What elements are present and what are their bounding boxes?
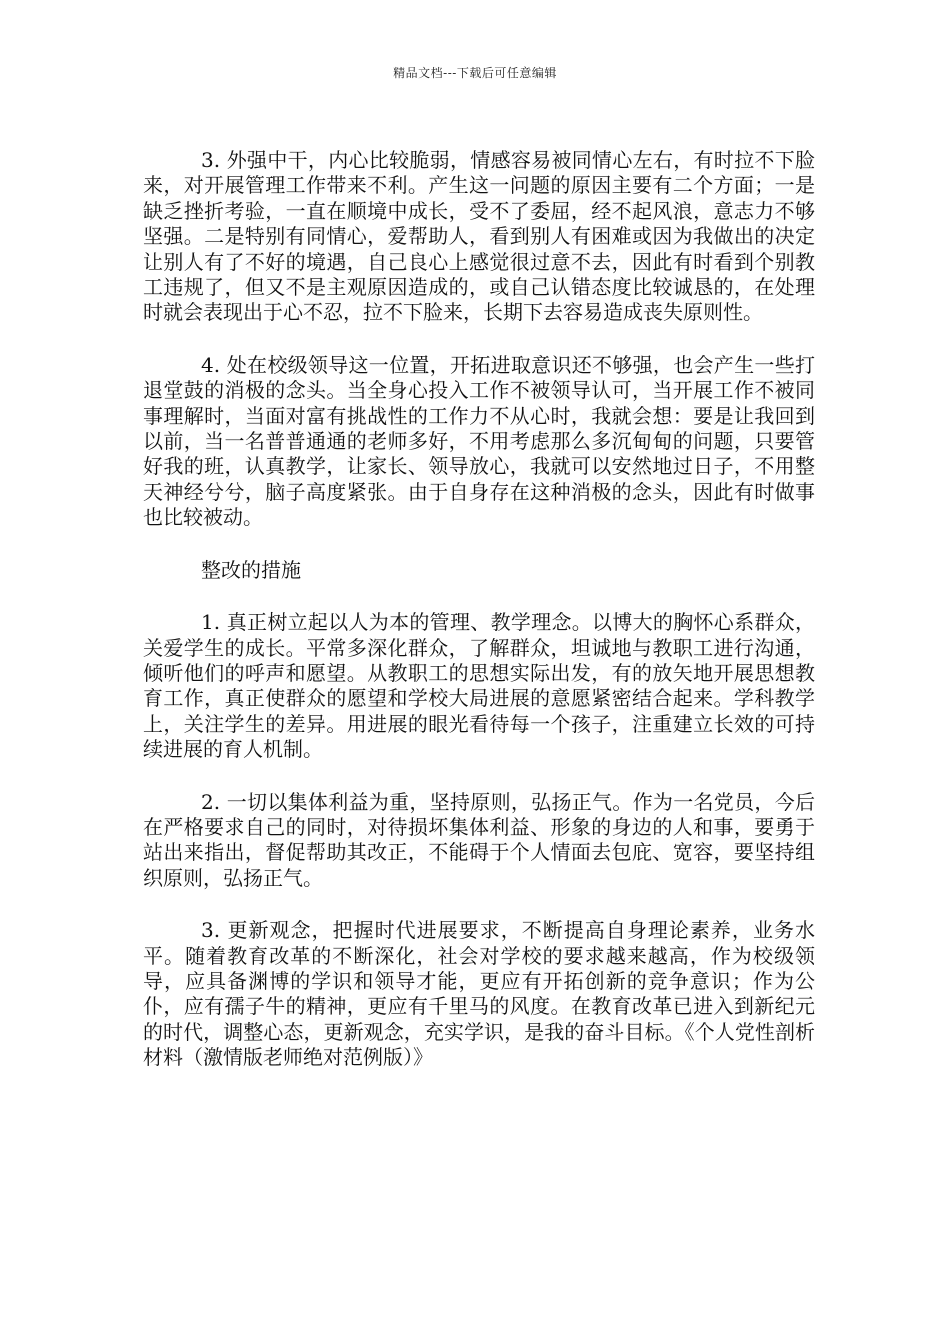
section-heading: 整改的措施 (201, 557, 301, 582)
measure-paragraph-3: 3. 更新观念，把握时代进展要求，不断提高自身理论素养，业务水平。随着教育改革的不断深化，社会对学校的要求越来越高，作为校级领导，应具备渊博的学识和领导才能，更应有开拓创新的竞争意识；作为公仆，应有孺子牛的精神，更应有千里马的风度。在教育改革已进入到新纪元的时代，调整心态，更新观念，充实学识，是我的奋斗目标。《个人党性剖析材料（激情版老师绝对范例版）》 (143, 918, 815, 1070)
paragraph-point-3: 3. 外强中干，内心比较脆弱，情感容易被同情心左右，有时拉不下脸来，对开展管理工作带来不利。产生这一问题的原因主要有二个方面；一是缺乏挫折考验，一直在顺境中成长，受不了委屈，经不起风浪，意志力不够坚强。二是特别有同情心，爱帮助人，看到别人有困难或因为我做出的决定让别人有了不好的境遇，自己良心上感觉很过意不去，因此有时看到个别教工违规了，但又不是主观原因造成的，或自己认错态度比较诚恳的，在处理时就会表现出于心不忍，拉不下脸来，长期下去容易造成丧失原则性。 (143, 148, 815, 325)
document-body (143, 148, 815, 1098)
measure-paragraph-2: 2. 一切以集体利益为重，坚持原则，弘扬正气。作为一名党员，今后在严格要求自己的同时，对待损坏集体利益、形象的身边的人和事，要勇于站出来指出，督促帮助其改正，不能碍于个人情面去包庇、宽容，要坚持组织原则，弘扬正气。 (143, 789, 815, 890)
page-header: 精品文档---下载后可任意编辑 (393, 66, 557, 80)
measure-paragraph-1: 1. 真正树立起以人为本的管理、教学理念。以博大的胸怀心系群众，关爱学生的成长。平常多深化群众，了解群众，坦诚地与教职工进行沟通，倾听他们的呼声和愿望。从教职工的思想实际出发，有的放矢地开展思想教育工作，真正使群众的愿望和学校大局进展的意愿紧密结合起来。学科教学上，关注学生的差异。用进展的眼光看待每一个孩子，注重建立长效的可持续进展的育人机制。 (143, 610, 815, 762)
paragraph-point-4: 4. 处在校级领导这一位置，开拓进取意识还不够强，也会产生一些打退堂鼓的消极的念头。当全身心投入工作不被领导认可，当开展工作不被同事理解时，当面对富有挑战性的工作力不从心时，我就会想：要是让我回到以前，当一名普普通通的老师多好，不用考虑那么多沉甸甸的问题，只要管好我的班，认真教学，让家长、领导放心，我就可以安然地过日子，不用整天神经兮兮，脑子高度紧张。由于自身存在这种消极的念头，因此有时做事也比较被动。 (143, 352, 815, 530)
